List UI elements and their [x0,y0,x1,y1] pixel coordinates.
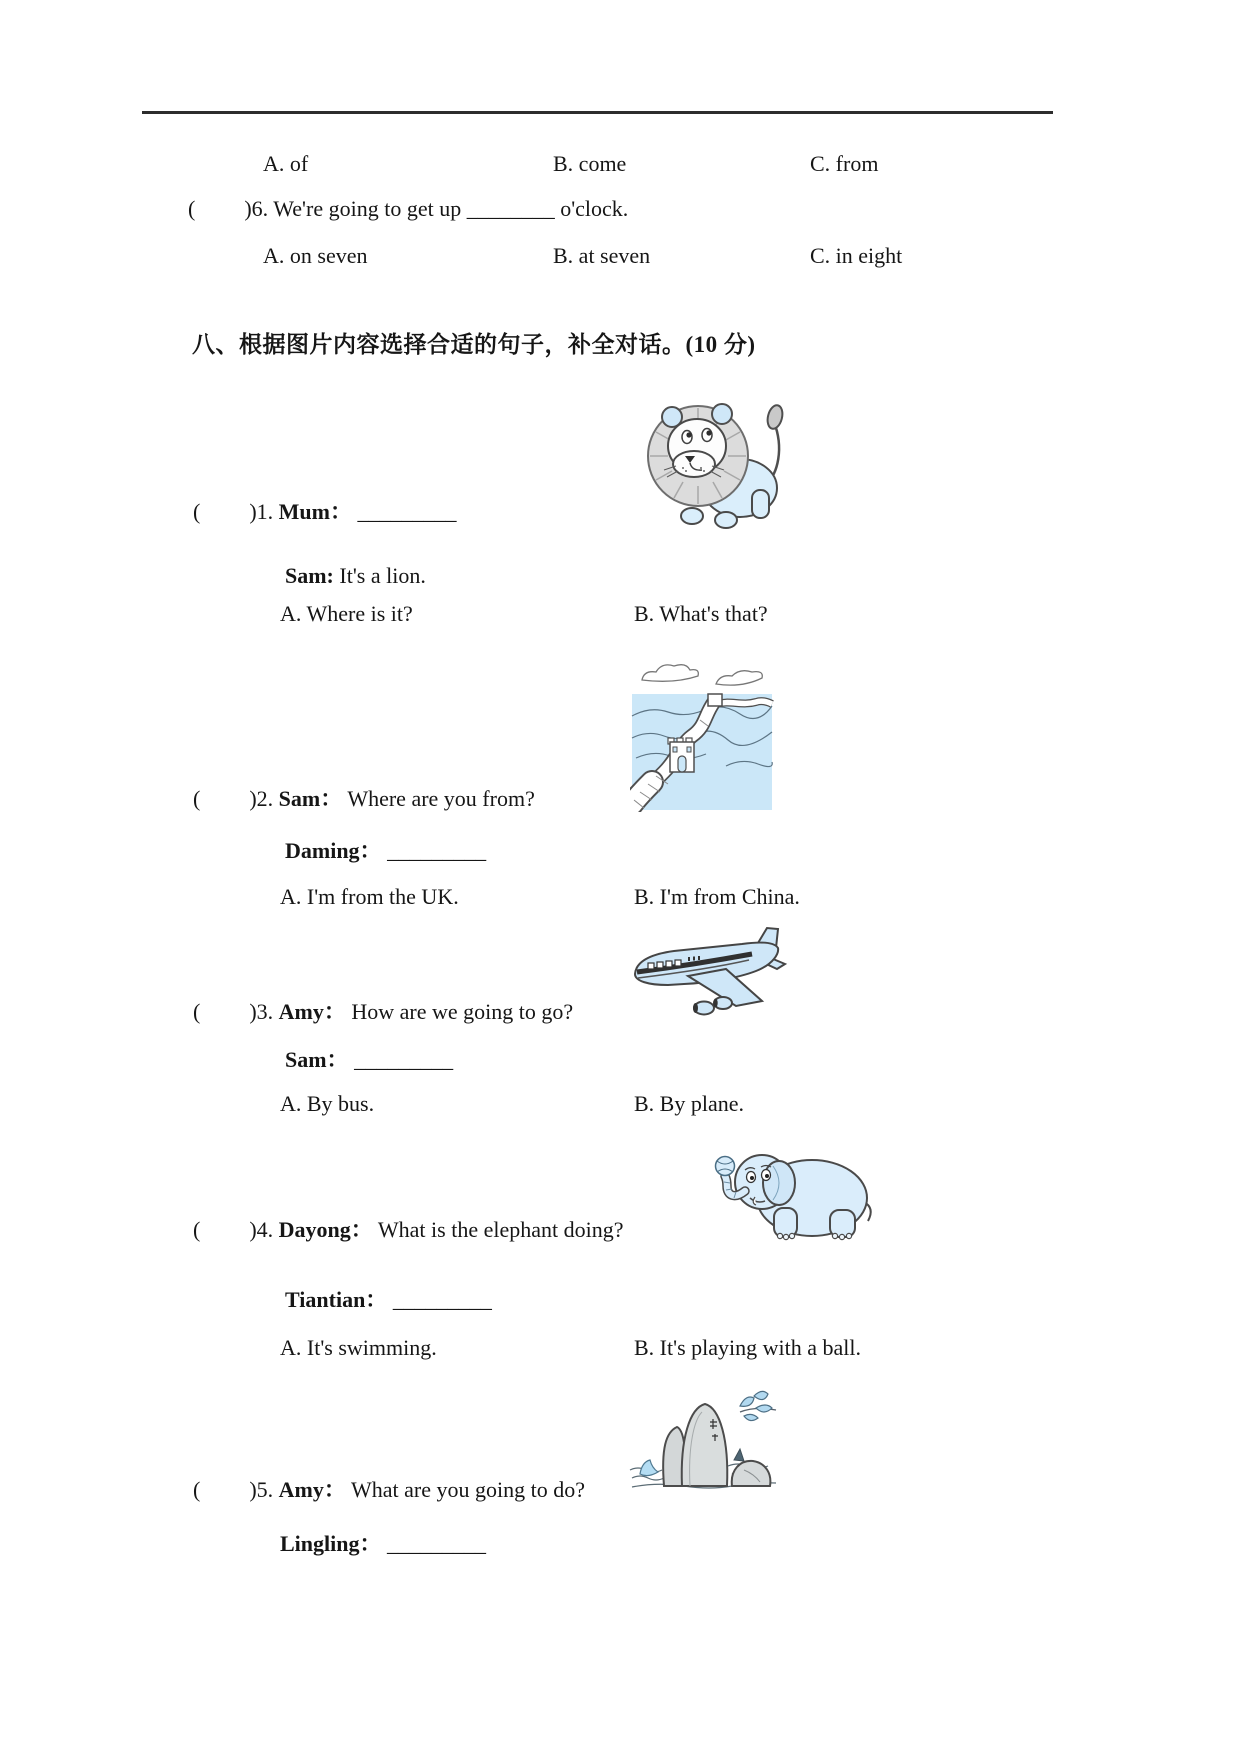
question-3-line [193,998,573,1026]
question-6-line [188,195,628,223]
option-a: A. By bus. [280,1091,375,1116]
option-b: B. I'm from China. [634,884,800,909]
airplane-illustration [628,926,792,1023]
elephant-illustration [712,1146,878,1246]
speaker-name: Amy： [278,999,346,1024]
speaker-name: Daming： [285,838,382,863]
fill-in-blank: _________ [386,1531,486,1556]
fill-in-blank: ________ [466,196,555,221]
dialogue-text: What is the elephant doing? [377,1217,624,1242]
fill-in-blank: _________ [354,1047,454,1072]
question-5-line [193,1476,585,1504]
option-b: B. come [553,151,627,176]
section-heading: 八、根据图片内容选择合适的句子，补全对话。(10 分) [192,332,756,357]
option-a: A. Where is it? [280,601,413,626]
answer-paren-open: ( [193,499,201,524]
option-b: B. What's that? [634,601,768,626]
seaside-stones-illustration [628,1386,780,1494]
question-2-number: )2. [249,786,274,811]
speaker-name: Mum： [278,499,352,524]
question-4-reply-line [285,1286,492,1314]
great-wall-illustration [630,654,774,812]
speaker-name: Tiantian： [285,1287,388,1312]
speaker-name: Sam: [285,563,334,588]
question-1-number: )1. [249,499,274,524]
question-5-number: )5. [249,1477,274,1502]
question-1-line [193,498,456,526]
option-a: A. I'm from the UK. [280,884,459,909]
answer-paren-open: ( [188,196,196,221]
dialogue-text: Where are you from? [347,786,535,811]
question-3-reply-line [285,1046,453,1074]
question-4-line [193,1216,623,1244]
option-a: A. It's swimming. [280,1335,437,1360]
option-a: A. on seven [263,243,368,268]
speaker-name: Amy： [278,1477,346,1502]
option-b: B. at seven [553,243,651,268]
option-b: B. By plane. [634,1091,744,1116]
dialogue-text: What are you going to do? [350,1477,585,1502]
question-6-text: We're going to get up [273,196,462,221]
fill-in-blank: _________ [357,499,457,524]
speaker-name: Sam： [285,1047,349,1072]
option-c: C. in eight [810,243,903,268]
question-3-number: )3. [249,999,274,1024]
option-c: C. from [810,151,879,176]
answer-paren-open: ( [193,999,201,1024]
question-1-reply-line [285,562,426,590]
answer-paren-open: ( [193,1477,201,1502]
speaker-name: Sam： [278,786,343,811]
fill-in-blank: _________ [387,838,487,863]
fill-in-blank: _________ [392,1287,492,1312]
option-b: B. It's playing with a ball. [634,1335,861,1360]
speaker-name: Dayong： [278,1217,373,1242]
option-a: A. of [263,151,309,176]
question-5-reply-line [280,1530,486,1558]
answer-paren-open: ( [193,786,201,811]
question-2-reply-line [285,837,486,865]
dialogue-text: How are we going to go? [351,999,574,1024]
lion-illustration [634,384,794,534]
question-2-line [193,785,535,813]
answer-paren-open: ( [193,1217,201,1242]
top-divider [142,111,1053,114]
dialogue-text: It's a lion. [339,563,426,588]
speaker-name: Lingling： [280,1531,382,1556]
question-6-number: )6. [244,196,269,221]
question-4-number: )4. [249,1217,274,1242]
question-6-suffix: o'clock. [560,196,629,221]
